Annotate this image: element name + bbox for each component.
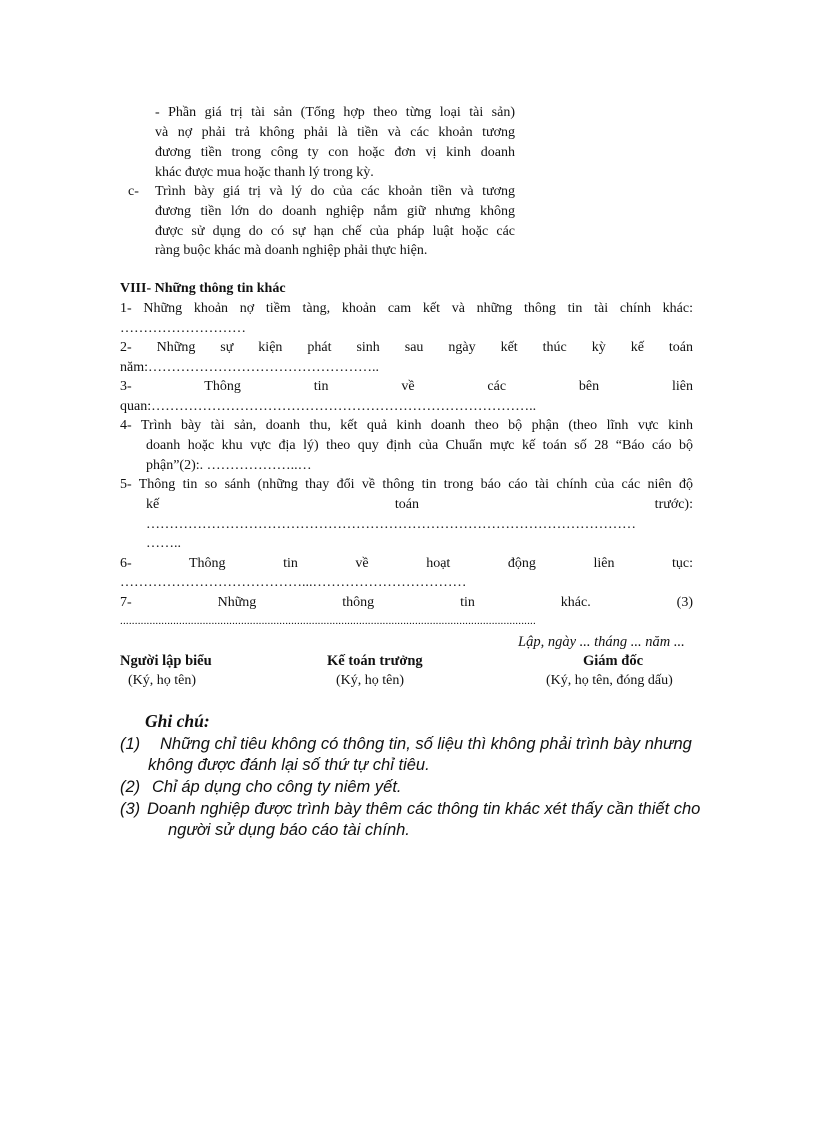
item-5-line-1: 5- Thông tin so sánh (những thay đổi về thông tin trong báo cáo tài chính của các niên độ xyxy=(120,477,693,492)
note-2-text: Chỉ áp dụng cho công ty niêm yết. xyxy=(152,778,402,796)
item-7-line-2: ............................................................................................................................................. xyxy=(120,615,536,627)
asset-line-1: - Phần giá trị tài sản (Tổng hợp theo từng loại tài sản) xyxy=(155,105,515,120)
item-c-line-2: đương tiền lớn do doanh nghiệp nắm giữ nhưng không xyxy=(155,204,515,219)
preparer-sub: (Ký, họ tên) xyxy=(128,673,197,688)
item-c-line-3: được sử dụng do có sự hạn chế của pháp luật hoặc các xyxy=(155,224,515,239)
item-4-line-3: phận”(2):. ………………..… xyxy=(146,458,312,473)
accountant-title: Kế toán trưởng xyxy=(327,653,423,669)
item-4-line-1: 4- Trình bày tài sản, doanh thu, kết quả kinh doanh theo bộ phận (theo lĩnh vực kinh xyxy=(120,418,693,433)
asset-line-4: khác được mua hoặc thanh lý trong kỳ. xyxy=(155,165,374,180)
item-1-line-1: 1- Những khoản nợ tiềm tàng, khoản cam kết và những thông tin tài chính khác: xyxy=(120,301,693,316)
item-2-line-2: năm:………………………………………….. xyxy=(120,360,379,375)
director-title: Giám đốc xyxy=(583,653,644,669)
asset-line-2: và nợ phải trả không phải là tiền và các khoản tương xyxy=(155,125,515,140)
asset-line-3: đương tiền trong công ty con hoặc đơn vị kinh doanh xyxy=(155,145,515,160)
item-5-line-3: …………………………………………………………………………………………… xyxy=(146,517,636,532)
item-6-line-2: …………………………………...…………………………… xyxy=(120,575,467,590)
item-3-line-2: quan:……………………………………………………………………….. xyxy=(120,399,537,414)
note-1-line-2: không được đánh lại số thứ tự chỉ tiêu. xyxy=(148,756,430,774)
note-1-line-1: Những chỉ tiêu không có thông tin, số liệu thì không phải trình bày nhưng xyxy=(160,735,692,753)
item-1-line-2: ……………………… xyxy=(120,321,246,336)
preparer-title: Người lập biểu xyxy=(120,653,212,669)
place-date: Lập, ngày ... tháng ... năm ... xyxy=(518,634,685,650)
item-c-line-1: Trình bày giá trị và lý do của các khoản tiền và tương xyxy=(155,184,515,199)
note-2-marker: (2) xyxy=(120,778,141,796)
item-2-line-1: 2- Những sự kiện phát sinh sau ngày kết thúc kỳ kế toán xyxy=(120,340,693,355)
item-7-line-1: 7- Những thông tin khác. (3) xyxy=(120,595,693,610)
accountant-sub: (Ký, họ tên) xyxy=(336,673,405,688)
item-5-line-2: kế toán trước): xyxy=(146,497,693,512)
director-sub: (Ký, họ tên, đóng dấu) xyxy=(546,673,673,688)
notes-heading: Ghi chú: xyxy=(145,711,210,731)
section-8-heading: VIII- Những thông tin khác xyxy=(120,281,286,296)
note-1-marker: (1) xyxy=(120,735,141,753)
item-6-line-1: 6- Thông tin về hoạt động liên tục: xyxy=(120,556,693,571)
note-3-line-2: người sử dụng báo cáo tài chính. xyxy=(168,821,410,839)
item-c-label: c- xyxy=(128,184,139,199)
item-5-line-4: …….. xyxy=(146,536,181,551)
note-3-marker: (3) xyxy=(120,800,141,818)
item-c-line-4: ràng buộc khác mà doanh nghiệp phải thực hiện. xyxy=(155,243,428,258)
note-3-line-1: Doanh nghiệp được trình bày thêm các thông tin khác xét thấy cần thiết cho xyxy=(147,800,701,818)
item-3-line-1: 3- Thông tin về các bên liên xyxy=(120,379,693,394)
item-4-line-2: doanh hoặc khu vực địa lý) theo quy định của Chuẩn mực kế toán số 28 “Báo cáo bộ xyxy=(146,438,693,453)
